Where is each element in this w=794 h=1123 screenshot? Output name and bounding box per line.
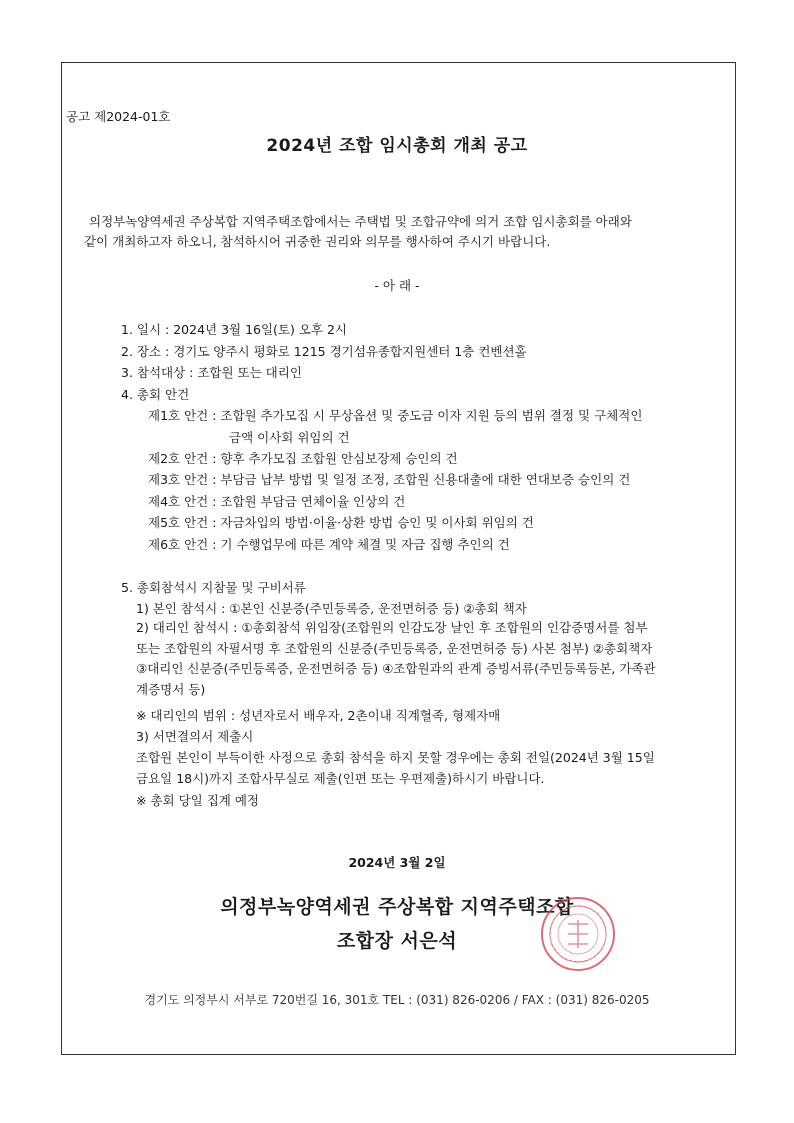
agenda-item-5: 제5호 안건 : 자금차입의 방법·이율·상환 방법 승인 및 이사회 위임의 건: [148, 515, 534, 530]
agenda-item-4: 제4호 안건 : 조합원 부담금 연체이율 인상의 건: [148, 494, 406, 509]
document-title: 2024년 조합 임시총회 개최 공고: [266, 136, 528, 156]
intro-line: 같이 개최하고자 하오니, 참석하시어 귀중한 권리와 의무를 행사하여 주시기 바랍니다.: [84, 234, 551, 249]
proxy-attendance-docs: [136, 618, 656, 700]
intro-paragraph: [84, 212, 724, 252]
item-attendees: 3. 참석대상 : 조합원 또는 대리인: [121, 365, 302, 380]
agenda-heading: 4. 총회 안건: [121, 387, 190, 402]
chairman-name: 조합장 서은석: [336, 930, 458, 952]
below-heading: - 아 래 -: [374, 278, 420, 293]
tally-note: ※ 총회 당일 집계 예정: [136, 793, 259, 808]
organization-name: 의정부녹양역세권 주상복합 지역주택조합: [220, 896, 574, 918]
proxy-line: 계증명서 등): [136, 681, 206, 697]
written-resolution-text: 금요일 18시)까지 조합사무실로 제출(인편 또는 우편제출)하시기 바랍니다.: [136, 771, 545, 786]
footer-contact: 경기도 의정부시 서부로 720번길 16, 301호 TEL : (031) 826-0206 / FAX : (031) 826-0205: [144, 993, 650, 1007]
self-attendance-docs: 1) 본인 참석시 : ①본인 신분증(주민등록증, 운전면허증 등) ②총회 책자: [136, 601, 527, 616]
official-seal-stamp: [538, 894, 618, 974]
written-resolution-heading: 3) 서면결의서 제출시: [136, 729, 254, 744]
intro-line: 의정부녹양역세권 주상복합 지역주택조합에서는 주택법 및 조합규약에 의거 조합 임시총회를 아래와: [89, 214, 632, 229]
item-date-time: 1. 일시 : 2024년 3월 16일(토) 오후 2시: [121, 322, 348, 337]
proxy-range-note: ※ 대리인의 범위 : 성년자로서 배우자, 2촌이내 직계혈족, 형제자매: [136, 708, 501, 723]
proxy-line: 2) 대리인 참석시 : ①총회참석 위임장(조합원의 인감도장 날인 후 조합원의 인감증명서를 첨부: [136, 620, 648, 635]
proxy-line: ③대리인 신분증(주민등록증, 운전면허증 등) ④조합원과의 관계 증빙서류(주민등록등본, 가족관: [136, 661, 656, 676]
documents-heading: 5. 총회참석시 지참물 및 구비서류: [121, 580, 306, 595]
issue-date: 2024년 3월 2일: [348, 855, 446, 870]
notice-number: 공고 제2024-01호: [66, 109, 171, 124]
agenda-item-1-cont: 금액 이사회 위임의 건: [229, 430, 350, 445]
agenda-item-3: 제3호 안건 : 부담금 납부 방법 및 일정 조정, 조합원 신용대출에 대한 연대보증 승인의 건: [148, 472, 631, 487]
proxy-line: 또는 조합원의 자필서명 후 조합원의 신분증(주민등록증, 운전면허증 등) 사본 첨부) ②총회책자: [136, 640, 653, 656]
item-place: 2. 장소 : 경기도 양주시 평화로 1215 경기섬유종합지원센터 1층 컨벤션홀: [121, 344, 527, 359]
agenda-item-1: 제1호 안건 : 조합원 추가모집 시 무상옵션 및 중도금 이자 지원 등의 범위 결정 및 구체적인: [148, 408, 643, 423]
agenda-item-6: 제6호 안건 : 기 수행업무에 따른 계약 체결 및 자금 집행 추인의 건: [148, 537, 510, 552]
agenda-item-2: 제2호 안건 : 향후 추가모집 조합원 안심보장제 승인의 건: [148, 451, 458, 466]
written-resolution-text: 조합원 본인이 부득이한 사정으로 총회 참석을 하지 못할 경우에는 총회 전일(2024년 3월 15일: [136, 750, 655, 765]
